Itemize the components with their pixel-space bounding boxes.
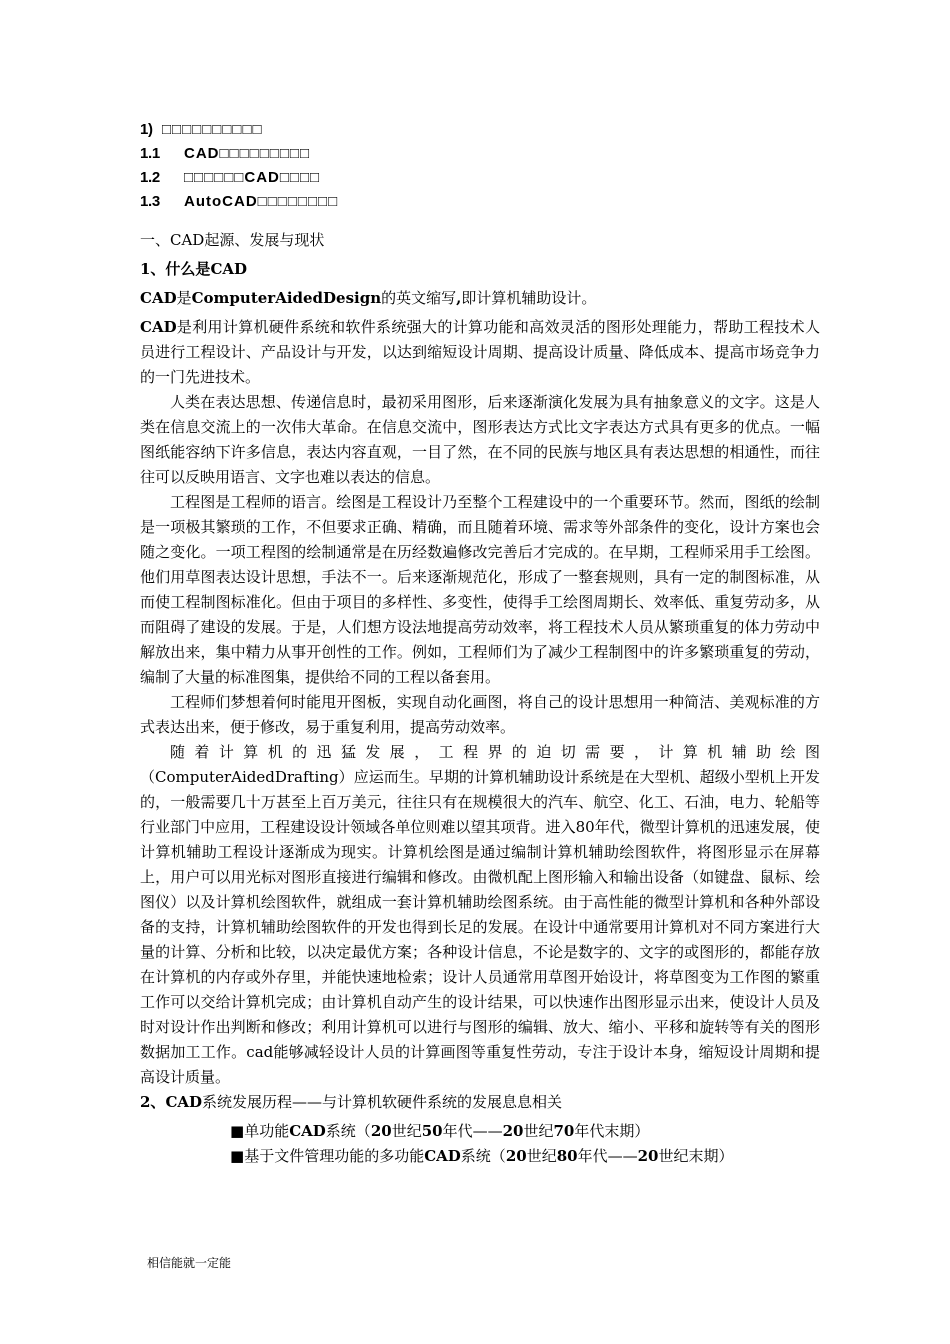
bullet-icon: ■ [230, 1147, 245, 1165]
toc-entry[interactable] [140, 142, 338, 166]
bullet-icon: ■ [230, 1122, 245, 1140]
paragraph: 工程图是工程师的语言。绘图是工程设计乃至整个工程建设中的一个重要环节。然而，图纸的绘制是一项极其繁琐的工作，不但要求正确、精确，而且随着环境、需求等外部条件的变化，设计方案也会随之变化。一项工程图的绘制通常是在历经数遍修改完善后才完成的。在早期，工程师采用手工绘图。他们用草图表达设计思想，手法不一。后来逐渐规范化，形成了一整套规则，具有一定的制图标准，从而使工程制图标准化。但由于项目的多样性、多变性，使得手工绘图周期长、效率低、重复劳动多，从而阻碍了建设的发展。于是，人们想方设法地提高劳动效率，将工程技术人员从繁琐重复的体力劳动中解放出来，集中精力从事开创性的工作。例如，工程师们为了减少工程制图中的许多繁琐重复的劳动，编制了大量的标准图集，提供给不同的工程以备套用。 [140, 493, 820, 686]
toc-number: 1.2 [140, 169, 160, 186]
table-of-contents [140, 118, 338, 214]
section-title: 一、CAD起源、发展与现状 [140, 231, 325, 249]
toc-text: CAD□□□□□□□□□ [184, 145, 311, 162]
list-item: ■单功能CAD系统（20世纪50年代——20世纪70年代末期） [230, 1122, 650, 1140]
paragraph: 人类在表达思想、传递信息时，最初采用图形，后来逐渐演化发展为具有抽象意义的文字。这是人类在信息交流上的一次伟大革命。在信息交流中，图形表达方式比文字表达方式具有更多的优点。一幅图纸能容纳下许多信息，表达内容直观，一目了然，在不同的民族与地区具有表达思想的相通性，而往往可以反映用语言、文字也难以表达的信息。 [140, 393, 820, 486]
toc-entry[interactable] [140, 190, 338, 214]
toc-number: 1.1 [140, 145, 160, 162]
toc-number: 1.3 [140, 193, 160, 210]
paragraph-line: 随着计算机的迅猛发展，工程界的迫切需要，计算机辅助绘图 [170, 743, 820, 761]
list-item: ■基于文件管理功能的多功能CAD系统（20世纪80年代——20世纪末期） [230, 1147, 734, 1165]
paragraph: （ComputerAidedDrafting）应运而生。早期的计算机辅助设计系统是在大型机、超级小型机上开发的，一般需要几十万甚至上百万美元，往往只有在规模很大的汽车、航空、化工、石油，电力、轮船等行业部门中应用，工程建设设计领域各单位则难以望其项背。进入80年代，微型计算机的迅速发展，使计算机辅助工程设计逐渐成为现实。计算机绘图是通过编制计算机辅助绘图软件，将图形显示在屏幕上，用户可以用光标对图形直接进行编辑和修改。由微机配上图形输入和输出设备（如键盘、鼠标、绘图仪）以及计算机绘图软件，就组成一套计算机辅助绘图系统。由于高性能的微型计算机和各种外部设备的支持，计算机辅助绘图软件的开发也得到长足的发展。在设计中通常要用计算机对不同方案进行大量的计算、分析和比较，以决定最优方案；各种设计信息，不论是数字的、文字的或图形的，都能存放在计算机的内存或外存里，并能快速地检索；设计人员通常用草图开始设计，将草图变为工作图的繁重工作可以交给计算机完成；由计算机自动产生的设计结果，可以快速作出图形显示出来，使设计人员及时对设计作出判断和修改；利用计算机可以进行与图形的编辑、放大、缩小、平移和旋转等有关的图形数据加工工作。cad能够减轻设计人员的计算画图等重复性劳动，专注于设计本身，缩短设计周期和提高设计质量。 [140, 768, 820, 1086]
page-footer: 相信能就一定能 [147, 1256, 232, 1270]
toc-text: AutoCAD□□□□□□□□ [184, 193, 339, 210]
toc-text: □□□□□□CAD□□□□ [184, 169, 321, 186]
paragraph: 工程师们梦想着何时能甩开图板，实现自动化画图，将自己的设计思想用一种简洁、美观标准的方式表达出来，便于修改，易于重复利用，提高劳动效率。 [140, 693, 820, 736]
document-body [140, 228, 820, 1169]
paragraph: CAD是利用计算机硬件系统和软件系统强大的计算功能和高效灵活的图形处理能力，帮助工程技术人员进行工程设计、产品设计与开发，以达到缩短设计周期、提高设计质量、降低成本、提高市场竞争力的一门先进技术。 [140, 318, 820, 386]
subsection-title: 2、CAD系统发展历程——与计算机软硬件系统的发展息息相关 [140, 1093, 563, 1111]
toc-entry[interactable] [140, 118, 338, 142]
toc-entry[interactable] [140, 166, 338, 190]
toc-number: 1) [140, 121, 153, 138]
toc-text: □□□□□□□□□□ [162, 121, 263, 138]
definition-line: CAD是ComputerAidedDesign的英文缩写,即计算机辅助设计。 [140, 289, 597, 307]
subsection-title: 1、什么是CAD [140, 260, 248, 278]
